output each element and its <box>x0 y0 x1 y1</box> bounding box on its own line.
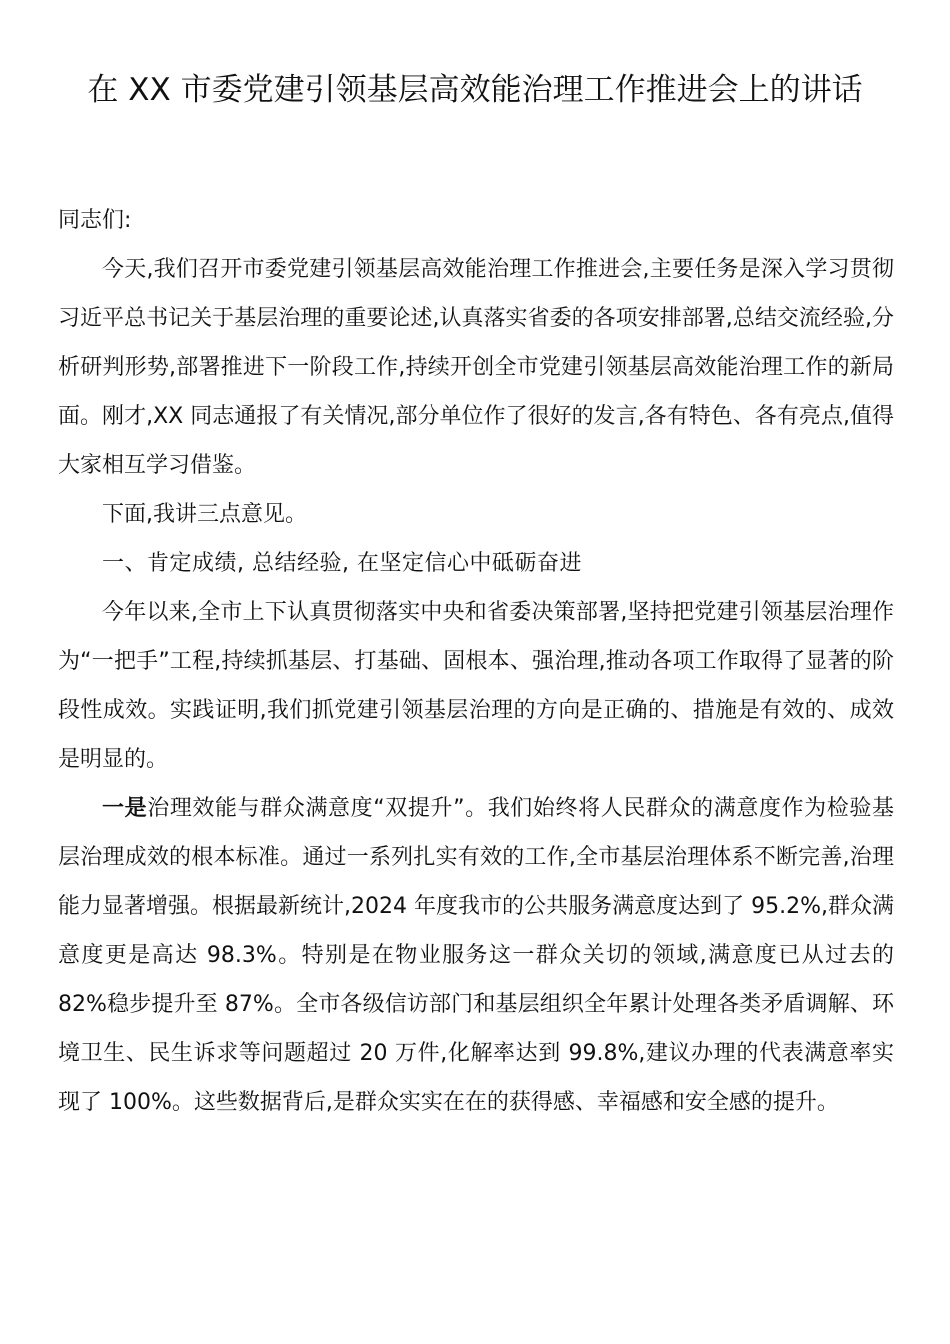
section-intro-paragraph: 今年以来,全市上下认真贯彻落实中央和省委决策部署,坚持把党建引领基层治理作为“一把手”工程,持续抓基层、打基础、固根本、强治理,推动各项工作取得了显著的阶段性成效。实践证明,我们抓党建引领基层治理的方向是正确的、措施是有效的、成效是明显的。 <box>58 600 894 772</box>
section-heading: 一、肯定成绩, 总结经验, 在坚定信心中砥砺奋进 <box>102 551 582 576</box>
document-body <box>58 196 894 1127</box>
opening-paragraph: 今天,我们召开市委党建引领基层高效能治理工作推进会,主要任务是深入学习贯彻习近平总书记关于基层治理的重要论述,认真落实省委的各项安排部署,总结交流经验,分析研判形势,部署推进下一阶段工作,持续开创全市党建引领基层高效能治理工作的新局面。刚才,XX 同志通报了有关情况,部分单位作了很好的发言,各有特色、各有亮点,值得大家相互学习借鉴。 <box>58 257 894 478</box>
point-one-text: 治理效能与群众满意度“双提升”。我们始终将人民群众的满意度作为检验基层治理成效的根本标准。通过一系列扎实有效的工作,全市基层治理体系不断完善,治理能力显著增强。根据最新统计,2024 年度我市的公共服务满意度达到了 95.2%,群众满意度更是高达 98.3%。特别是在物业服务这一群众关切的领域,满意度已从过去的 82%稳步提升至 87%。全市各级信访部门和基层组织全年累计处理各类矛盾调解、环境卫生、民生诉求等问题超过 20 万件,化解率达到 99.8%,建议办理的代表满意率实现了 100%。这些数据背后,是群众实实在在的获得感、幸福感和安全感的提升。 <box>58 796 894 1115</box>
point-one-paragraph <box>58 784 894 1127</box>
salutation: 同志们: <box>58 208 132 233</box>
document-title: 在 XX 市委党建引领基层高效能治理工作推进会上的讲话 <box>87 72 863 108</box>
point-one-lead: 一是 <box>102 796 148 821</box>
outline-paragraph: 下面,我讲三点意见。 <box>102 502 307 527</box>
